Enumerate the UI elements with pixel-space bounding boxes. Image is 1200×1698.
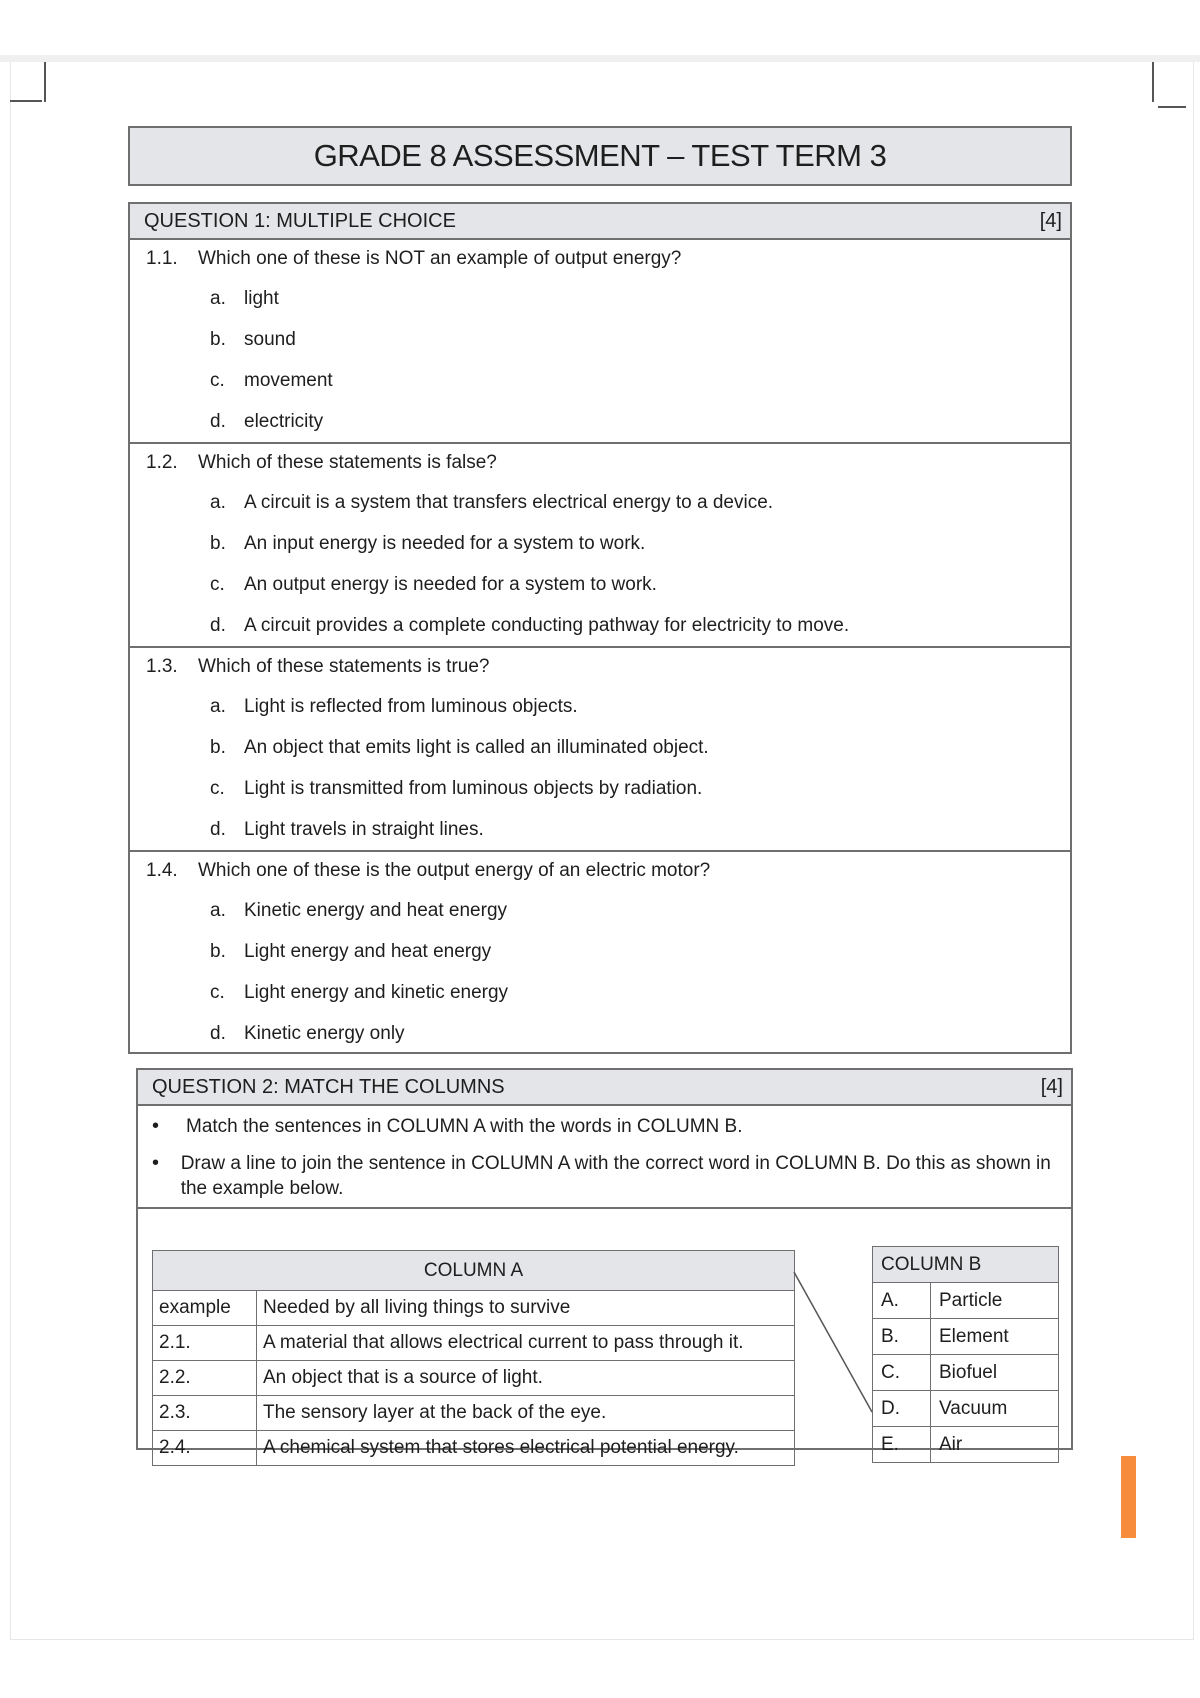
option-text: Light energy and kinetic energy (244, 981, 509, 1003)
row-sentence[interactable]: The sensory layer at the back of the eye. (257, 1396, 795, 1431)
option-text: An object that emits light is called an illuminated object. (244, 736, 709, 758)
option-text: movement (244, 369, 333, 391)
row-number: 2.4. (153, 1431, 257, 1466)
option-text: Light travels in straight lines. (244, 818, 484, 840)
scroll-marker (1121, 1456, 1136, 1538)
column-a-header: COLUMN A (153, 1251, 795, 1291)
option-letter: d. (210, 410, 226, 432)
option-letter: c. (210, 369, 225, 391)
option-letter: a. (210, 695, 226, 717)
option-letter: d. (210, 818, 226, 840)
option-text: An input energy is needed for a system to work. (244, 532, 646, 554)
row-word[interactable]: Element (931, 1319, 1059, 1355)
option-letter: b. (210, 940, 226, 962)
row-letter: C. (873, 1355, 931, 1391)
row-number: 2.1. (153, 1326, 257, 1361)
option-letter: a. (210, 491, 226, 513)
option-text: A circuit provides a complete conducting pathway for electricity to move. (244, 614, 850, 636)
question-2-marks: [4] (1040, 1075, 1063, 1098)
question-number: 1.4. (146, 860, 178, 881)
question-text: Which of these statements is false? (198, 452, 497, 473)
option-letter: d. (210, 614, 226, 636)
option-letter: d. (210, 1022, 226, 1044)
question-number: 1.1. (146, 248, 178, 269)
question-text: Which of these statements is true? (198, 656, 490, 677)
option-letter: c. (210, 777, 225, 799)
row-letter: A. (873, 1283, 931, 1319)
question-1-marks: [4] (1039, 209, 1062, 232)
question-1-heading: QUESTION 1: MULTIPLE CHOICE (144, 209, 456, 232)
column-b-header: COLUMN B (873, 1247, 1059, 1283)
question-number: 1.3. (146, 656, 178, 677)
row-word[interactable]: Vacuum (931, 1391, 1059, 1427)
row-word[interactable]: Particle (931, 1283, 1059, 1319)
option-letter: b. (210, 328, 226, 350)
row-sentence[interactable]: A material that allows electrical current to pass through it. (257, 1326, 795, 1361)
option-letter: a. (210, 287, 226, 309)
option-letter: c. (210, 573, 225, 595)
row-sentence[interactable]: A chemical system that stores electrical potential energy. (257, 1431, 795, 1466)
question-text: Which one of these is NOT an example of output energy? (198, 248, 682, 269)
row-number: 2.3. (153, 1396, 257, 1431)
option-letter: b. (210, 736, 226, 758)
row-letter: B. (873, 1319, 931, 1355)
option-text: An output energy is needed for a system to work. (244, 573, 657, 595)
option-text: electricity (244, 410, 324, 432)
option-text: Light is transmitted from luminous objects by radiation. (244, 777, 703, 799)
instruction-text: Match the sentences in COLUMN A with the words in COLUMN B. (186, 1116, 743, 1137)
example-match-line (794, 1272, 872, 1412)
bullet-icon: • (152, 1152, 160, 1174)
option-text: light (244, 287, 279, 309)
option-text: sound (244, 328, 296, 350)
row-sentence[interactable]: An object that is a source of light. (257, 1361, 795, 1396)
row-word[interactable]: Air (931, 1427, 1059, 1463)
option-text: Kinetic energy and heat energy (244, 899, 508, 921)
option-text: Light is reflected from luminous objects. (244, 695, 578, 717)
instruction-text: Draw a line to join the sentence in COLUMN A with the correct word in COLUMN B. Do this as shown in the example below. (180, 1153, 1051, 1199)
option-letter: b. (210, 532, 226, 554)
row-sentence[interactable]: Needed by all living things to survive (257, 1291, 795, 1326)
row-number: example (153, 1291, 257, 1326)
option-letter: a. (210, 899, 226, 921)
row-letter: E. (873, 1427, 931, 1463)
question-2-heading: QUESTION 2: MATCH THE COLUMNS (152, 1075, 505, 1098)
page-title: GRADE 8 ASSESSMENT – TEST TERM 3 (128, 126, 1072, 186)
bullet-icon: • (152, 1115, 160, 1137)
question-text: Which one of these is the output energy of an electric motor? (198, 860, 711, 881)
option-text: A circuit is a system that transfers electrical energy to a device. (244, 491, 774, 513)
row-letter: D. (873, 1391, 931, 1427)
option-text: Light energy and heat energy (244, 940, 492, 962)
question-number: 1.2. (146, 452, 178, 473)
row-number: 2.2. (153, 1361, 257, 1396)
option-text: Kinetic energy only (244, 1022, 405, 1044)
row-word[interactable]: Biofuel (931, 1355, 1059, 1391)
option-letter: c. (210, 981, 225, 1003)
